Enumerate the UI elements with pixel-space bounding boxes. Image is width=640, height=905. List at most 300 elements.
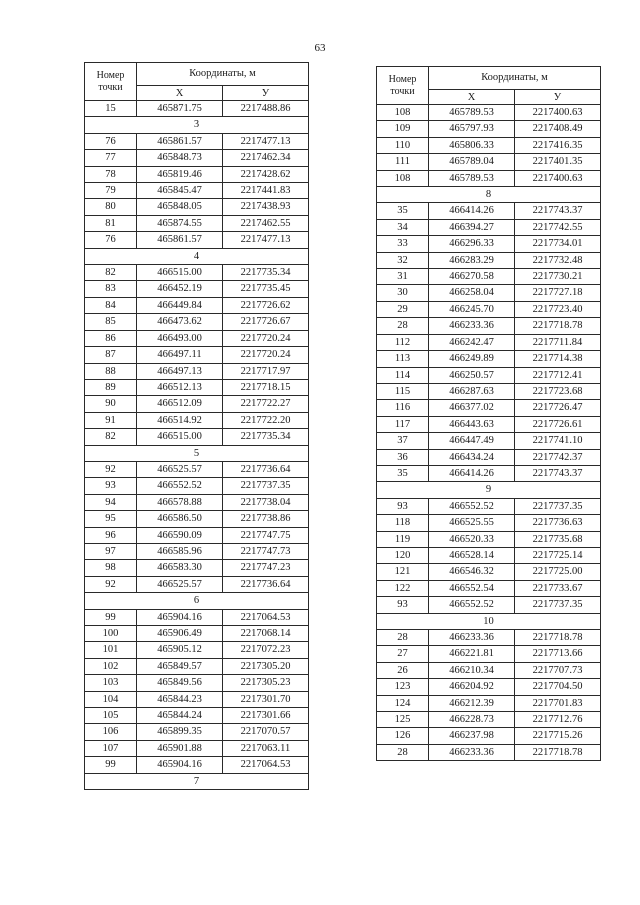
table-row: [85, 724, 309, 740]
y-column-header: У: [515, 90, 601, 105]
y-coordinate-cell: 2217723.40: [515, 301, 601, 317]
table-row: [377, 679, 601, 695]
x-coordinate-cell: 466414.26: [429, 203, 515, 219]
y-coordinate-cell: 2217718.15: [223, 379, 309, 395]
y-coordinate-cell: 2217725.00: [515, 564, 601, 580]
point-number-cell: 33: [377, 236, 429, 252]
point-number-cell: 117: [377, 416, 429, 432]
x-coordinate-cell: 466525.57: [137, 461, 223, 477]
x-coordinate-cell: 465849.57: [137, 658, 223, 674]
table-row: [85, 297, 309, 313]
x-coordinate-cell: 465789.53: [429, 170, 515, 186]
x-coordinate-cell: 466443.63: [429, 416, 515, 432]
y-coordinate-cell: 2217735.68: [515, 531, 601, 547]
table-row: [377, 318, 601, 334]
table-row: [85, 675, 309, 691]
y-coordinate-cell: 2217477.13: [223, 232, 309, 248]
x-coordinate-cell: 465789.04: [429, 154, 515, 170]
point-number-cell: 88: [85, 363, 137, 379]
table-row: [85, 740, 309, 756]
y-coordinate-cell: 2217718.78: [515, 318, 601, 334]
y-coordinate-cell: 2217730.21: [515, 269, 601, 285]
y-coordinate-cell: 2217738.04: [223, 494, 309, 510]
x-coordinate-cell: 465844.24: [137, 708, 223, 724]
x-coordinate-cell: 466515.00: [137, 265, 223, 281]
y-coordinate-cell: 2217707.73: [515, 662, 601, 678]
x-coordinate-cell: 465845.47: [137, 183, 223, 199]
point-number-cell: 92: [85, 461, 137, 477]
point-number-cell: 120: [377, 547, 429, 563]
point-number-cell: 76: [85, 133, 137, 149]
x-coordinate-cell: 466210.34: [429, 662, 515, 678]
x-coordinate-cell: 466449.84: [137, 297, 223, 313]
x-coordinate-cell: 466552.52: [137, 478, 223, 494]
point-number-cell: 125: [377, 712, 429, 728]
table-row: [377, 531, 601, 547]
page-number: 63: [314, 42, 326, 54]
section-number: 9: [377, 482, 601, 498]
y-coordinate-cell: 2217305.20: [223, 658, 309, 674]
section-row: [85, 773, 309, 789]
point-number-cell: 99: [85, 609, 137, 625]
table-row: [377, 416, 601, 432]
x-coordinate-cell: 466497.11: [137, 347, 223, 363]
table-row: [377, 662, 601, 678]
table-row: [377, 334, 601, 350]
section-row: [85, 445, 309, 461]
table-row: [377, 219, 601, 235]
section-number: 8: [377, 187, 601, 203]
point-number-cell: 124: [377, 695, 429, 711]
table-row: [85, 215, 309, 231]
table-row: [85, 757, 309, 773]
x-coordinate-cell: 465848.73: [137, 150, 223, 166]
x-coordinate-cell: 466520.33: [429, 531, 515, 547]
table-row: [377, 351, 601, 367]
point-number-cell: 82: [85, 265, 137, 281]
table-row: [85, 396, 309, 412]
table-row: [85, 330, 309, 346]
x-coordinate-cell: 466434.24: [429, 449, 515, 465]
section-row: [85, 593, 309, 609]
table-row: [85, 691, 309, 707]
y-coordinate-cell: 2217726.67: [223, 314, 309, 330]
x-coordinate-cell: 466512.09: [137, 396, 223, 412]
point-number-cell: 77: [85, 150, 137, 166]
x-coordinate-cell: 466583.30: [137, 560, 223, 576]
section-row: [377, 187, 601, 203]
point-number-cell: 112: [377, 334, 429, 350]
y-coordinate-cell: 2217735.34: [223, 429, 309, 445]
table-row: [377, 105, 601, 121]
coordinates-table-right: [376, 66, 601, 761]
table-row: [377, 630, 601, 646]
x-coordinate-cell: 466270.58: [429, 269, 515, 285]
point-number-cell: 111: [377, 154, 429, 170]
section-number: 7: [85, 773, 309, 789]
point-number-cell: 119: [377, 531, 429, 547]
coordinates-header: Координаты, м: [137, 63, 309, 86]
table-row: [85, 150, 309, 166]
y-coordinate-cell: 2217736.63: [515, 515, 601, 531]
y-coordinate-cell: 2217738.86: [223, 511, 309, 527]
point-number-cell: 78: [85, 166, 137, 182]
table-row: [85, 609, 309, 625]
x-coordinate-cell: 466497.13: [137, 363, 223, 379]
x-coordinate-cell: 466552.52: [429, 597, 515, 613]
table-row: [377, 515, 601, 531]
point-number-cell: 91: [85, 412, 137, 428]
x-coordinate-cell: 466473.62: [137, 314, 223, 330]
point-number-cell: 35: [377, 203, 429, 219]
table-row: [377, 121, 601, 137]
x-coordinate-cell: 465848.05: [137, 199, 223, 215]
point-number-cell: 105: [85, 708, 137, 724]
x-coordinate-cell: 466447.49: [429, 433, 515, 449]
point-number-cell: 115: [377, 383, 429, 399]
point-number-cell: 30: [377, 285, 429, 301]
y-coordinate-cell: 2217713.66: [515, 646, 601, 662]
y-coordinate-cell: 2217743.37: [515, 465, 601, 481]
table-row: [85, 576, 309, 592]
x-coordinate-cell: 466237.98: [429, 728, 515, 744]
table-row: [85, 642, 309, 658]
table-row: [85, 379, 309, 395]
y-coordinate-cell: 2217737.35: [223, 478, 309, 494]
point-number-cell: 95: [85, 511, 137, 527]
coordinates-table-right-body: [377, 105, 601, 761]
x-coordinate-cell: 465806.33: [429, 137, 515, 153]
x-coordinate-cell: 465871.75: [137, 101, 223, 117]
x-coordinate-cell: 466525.55: [429, 515, 515, 531]
y-coordinate-cell: 2217722.27: [223, 396, 309, 412]
y-coordinate-cell: 2217714.38: [515, 351, 601, 367]
point-number-cell: 28: [377, 630, 429, 646]
table-row: [85, 626, 309, 642]
x-coordinate-cell: 465899.35: [137, 724, 223, 740]
table-row: [85, 314, 309, 330]
table-row: [85, 478, 309, 494]
x-coordinate-cell: 466377.02: [429, 400, 515, 416]
x-coordinate-cell: 465901.88: [137, 740, 223, 756]
y-coordinate-cell: 2217068.14: [223, 626, 309, 642]
y-coordinate-cell: 2217712.41: [515, 367, 601, 383]
y-coordinate-cell: 2217477.13: [223, 133, 309, 149]
table-row: [377, 137, 601, 153]
table-row: [85, 511, 309, 527]
y-coordinate-cell: 2217438.93: [223, 199, 309, 215]
x-coordinate-cell: 466250.57: [429, 367, 515, 383]
x-coordinate-cell: 465904.16: [137, 609, 223, 625]
table-row: [377, 465, 601, 481]
point-number-cell: 31: [377, 269, 429, 285]
y-coordinate-cell: 2217747.75: [223, 527, 309, 543]
point-number-cell: 113: [377, 351, 429, 367]
y-coordinate-cell: 2217723.68: [515, 383, 601, 399]
table-row: [377, 433, 601, 449]
table-row: [85, 708, 309, 724]
point-number-cell: 86: [85, 330, 137, 346]
x-coordinate-cell: 466394.27: [429, 219, 515, 235]
x-coordinate-cell: 466245.70: [429, 301, 515, 317]
point-number-cell: 80: [85, 199, 137, 215]
y-coordinate-cell: 2217072.23: [223, 642, 309, 658]
section-row: [85, 117, 309, 133]
table-row: [377, 547, 601, 563]
point-number-cell: 37: [377, 433, 429, 449]
y-coordinate-cell: 2217735.34: [223, 265, 309, 281]
x-coordinate-cell: 466590.09: [137, 527, 223, 543]
table-row: [377, 269, 601, 285]
y-coordinate-cell: 2217400.63: [515, 105, 601, 121]
y-coordinate-cell: 2217732.48: [515, 252, 601, 268]
point-number-cell: 93: [85, 478, 137, 494]
table-row: [377, 646, 601, 662]
x-coordinate-cell: 466546.32: [429, 564, 515, 580]
point-number-cell: 36: [377, 449, 429, 465]
y-coordinate-cell: 2217720.24: [223, 347, 309, 363]
x-coordinate-cell: 466242.47: [429, 334, 515, 350]
point-number-cell: 29: [377, 301, 429, 317]
y-coordinate-cell: 2217734.01: [515, 236, 601, 252]
point-number-cell: 82: [85, 429, 137, 445]
x-coordinate-cell: 466452.19: [137, 281, 223, 297]
x-coordinate-cell: 466221.81: [429, 646, 515, 662]
point-number-cell: 123: [377, 679, 429, 695]
coordinates-table-left-body: [85, 101, 309, 790]
table-row: [377, 580, 601, 596]
point-number-cell: 98: [85, 560, 137, 576]
point-number-cell: 109: [377, 121, 429, 137]
point-number-cell: 108: [377, 105, 429, 121]
section-row: [85, 248, 309, 264]
table-row: [377, 744, 601, 760]
x-coordinate-cell: 465819.46: [137, 166, 223, 182]
point-number-cell: 121: [377, 564, 429, 580]
section-number: 6: [85, 593, 309, 609]
point-number-cell: 96: [85, 527, 137, 543]
x-coordinate-cell: 465906.49: [137, 626, 223, 642]
point-number-cell: 84: [85, 297, 137, 313]
y-coordinate-cell: 2217064.53: [223, 609, 309, 625]
y-coordinate-cell: 2217301.66: [223, 708, 309, 724]
x-coordinate-cell: 465844.23: [137, 691, 223, 707]
table-row: [377, 400, 601, 416]
y-coordinate-cell: 2217416.35: [515, 137, 601, 153]
table-row: [85, 232, 309, 248]
table-row: [377, 170, 601, 186]
y-coordinate-cell: 2217726.47: [515, 400, 601, 416]
table-row: [85, 560, 309, 576]
y-coordinate-cell: 2217462.55: [223, 215, 309, 231]
y-coordinate-cell: 2217301.70: [223, 691, 309, 707]
point-number-cell: 28: [377, 318, 429, 334]
point-number-cell: 97: [85, 543, 137, 559]
point-number-cell: 118: [377, 515, 429, 531]
x-coordinate-cell: 466578.88: [137, 494, 223, 510]
point-number-cell: 99: [85, 757, 137, 773]
coordinates-header: Координаты, м: [429, 67, 601, 90]
y-coordinate-cell: 2217726.61: [515, 416, 601, 432]
section-number: 5: [85, 445, 309, 461]
point-number-cell: 89: [85, 379, 137, 395]
x-coordinate-cell: 466212.39: [429, 695, 515, 711]
point-number-cell: 107: [85, 740, 137, 756]
point-number-cell: 126: [377, 728, 429, 744]
table-row: [377, 383, 601, 399]
y-coordinate-cell: 2217070.57: [223, 724, 309, 740]
x-column-header: X: [429, 90, 515, 105]
x-coordinate-cell: 466515.00: [137, 429, 223, 445]
table-row: [85, 101, 309, 117]
section-row: [377, 613, 601, 629]
y-coordinate-cell: 2217743.37: [515, 203, 601, 219]
table-row: [377, 597, 601, 613]
x-coordinate-cell: 466414.26: [429, 465, 515, 481]
table-row: [85, 133, 309, 149]
y-coordinate-cell: 2217711.84: [515, 334, 601, 350]
y-coordinate-cell: 2217736.64: [223, 461, 309, 477]
table-row: [85, 494, 309, 510]
y-coordinate-cell: 2217742.37: [515, 449, 601, 465]
x-coordinate-cell: 466586.50: [137, 511, 223, 527]
table-row: [85, 265, 309, 281]
y-coordinate-cell: 2217305.23: [223, 675, 309, 691]
y-coordinate-cell: 2217063.11: [223, 740, 309, 756]
y-coordinate-cell: 2217712.76: [515, 712, 601, 728]
x-coordinate-cell: 466552.52: [429, 498, 515, 514]
point-number-cell: 76: [85, 232, 137, 248]
x-coordinate-cell: 466233.36: [429, 630, 515, 646]
table-row: [85, 461, 309, 477]
y-coordinate-cell: 2217462.34: [223, 150, 309, 166]
point-number-cell: 108: [377, 170, 429, 186]
table-row: [377, 728, 601, 744]
x-coordinate-cell: 466258.04: [429, 285, 515, 301]
table-row: [377, 449, 601, 465]
point-number-cell: 90: [85, 396, 137, 412]
table-row: [377, 252, 601, 268]
y-coordinate-cell: 2217064.53: [223, 757, 309, 773]
y-coordinate-cell: 2217722.20: [223, 412, 309, 428]
table-row: [377, 203, 601, 219]
y-coordinate-cell: 2217408.49: [515, 121, 601, 137]
point-number-cell: 28: [377, 744, 429, 760]
point-number-cell: 110: [377, 137, 429, 153]
table-row: [85, 281, 309, 297]
x-coordinate-cell: 465874.55: [137, 215, 223, 231]
y-coordinate-cell: 2217715.26: [515, 728, 601, 744]
point-number-cell: 93: [377, 597, 429, 613]
x-coordinate-cell: 466528.14: [429, 547, 515, 563]
point-number-cell: 101: [85, 642, 137, 658]
y-coordinate-cell: 2217718.78: [515, 744, 601, 760]
table-row: [377, 564, 601, 580]
x-coordinate-cell: 466287.63: [429, 383, 515, 399]
y-coordinate-cell: 2217488.86: [223, 101, 309, 117]
table-row: [85, 363, 309, 379]
point-number-cell: 85: [85, 314, 137, 330]
point-number-cell: 32: [377, 252, 429, 268]
x-coordinate-cell: 466512.13: [137, 379, 223, 395]
y-coordinate-cell: 2217741.10: [515, 433, 601, 449]
y-coordinate-cell: 2217726.62: [223, 297, 309, 313]
point-number-cell: 93: [377, 498, 429, 514]
x-coordinate-cell: 466493.00: [137, 330, 223, 346]
table-row: [85, 347, 309, 363]
table-row: [377, 367, 601, 383]
section-number: 3: [85, 117, 309, 133]
section-number: 10: [377, 613, 601, 629]
point-number-cell: 83: [85, 281, 137, 297]
x-coordinate-cell: 466249.89: [429, 351, 515, 367]
point-number-cell: 79: [85, 183, 137, 199]
y-coordinate-cell: 2217401.35: [515, 154, 601, 170]
y-coordinate-cell: 2217727.18: [515, 285, 601, 301]
table-row: [85, 412, 309, 428]
point-number-cell: 15: [85, 101, 137, 117]
point-number-cell: 87: [85, 347, 137, 363]
table-row: [377, 712, 601, 728]
x-coordinate-cell: 465861.57: [137, 133, 223, 149]
x-coordinate-cell: 465789.53: [429, 105, 515, 121]
point-number-header: Номер точки: [85, 63, 137, 101]
y-coordinate-cell: 2217400.63: [515, 170, 601, 186]
y-coordinate-cell: 2217737.35: [515, 597, 601, 613]
x-coordinate-cell: 465849.56: [137, 675, 223, 691]
point-number-cell: 114: [377, 367, 429, 383]
y-coordinate-cell: 2217441.83: [223, 183, 309, 199]
table-row: [377, 695, 601, 711]
x-coordinate-cell: 466552.54: [429, 580, 515, 596]
y-coordinate-cell: 2217718.78: [515, 630, 601, 646]
x-coordinate-cell: 465861.57: [137, 232, 223, 248]
y-coordinate-cell: 2217720.24: [223, 330, 309, 346]
point-number-cell: 103: [85, 675, 137, 691]
table-row: [85, 543, 309, 559]
table-row: [85, 166, 309, 182]
x-coordinate-cell: 466525.57: [137, 576, 223, 592]
y-column-header: У: [223, 86, 309, 101]
x-coordinate-cell: 466204.92: [429, 679, 515, 695]
point-number-cell: 34: [377, 219, 429, 235]
x-coordinate-cell: 466233.36: [429, 318, 515, 334]
point-number-cell: 102: [85, 658, 137, 674]
point-number-cell: 26: [377, 662, 429, 678]
y-coordinate-cell: 2217704.50: [515, 679, 601, 695]
section-number: 4: [85, 248, 309, 264]
x-column-header: X: [137, 86, 223, 101]
table-row: [85, 183, 309, 199]
point-number-cell: 35: [377, 465, 429, 481]
x-coordinate-cell: 465905.12: [137, 642, 223, 658]
table-row: [377, 301, 601, 317]
coordinates-table-left: [84, 62, 309, 790]
y-coordinate-cell: 2217737.35: [515, 498, 601, 514]
y-coordinate-cell: 2217733.67: [515, 580, 601, 596]
x-coordinate-cell: 465797.93: [429, 121, 515, 137]
point-number-cell: 27: [377, 646, 429, 662]
y-coordinate-cell: 2217717.97: [223, 363, 309, 379]
point-number-cell: 81: [85, 215, 137, 231]
y-coordinate-cell: 2217736.64: [223, 576, 309, 592]
y-coordinate-cell: 2217701.83: [515, 695, 601, 711]
point-number-cell: 104: [85, 691, 137, 707]
point-number-cell: 106: [85, 724, 137, 740]
x-coordinate-cell: 465904.16: [137, 757, 223, 773]
y-coordinate-cell: 2217725.14: [515, 547, 601, 563]
x-coordinate-cell: 466283.29: [429, 252, 515, 268]
